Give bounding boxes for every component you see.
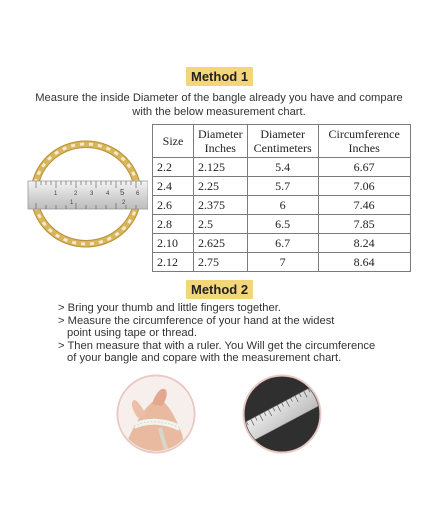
step-3: > Then measure that with a ruler. You Will get the circumference xyxy=(58,339,376,352)
cell-circumference: 6.67 xyxy=(318,158,410,177)
intro-line-1: Measure the inside Diameter of the bangle already you have and compare xyxy=(35,92,403,104)
ruler-tick-6: 6 xyxy=(136,191,140,197)
cell-diameter-cm: 6.7 xyxy=(247,234,318,253)
cell-diameter-inches: 2.5 xyxy=(194,215,248,234)
cell-circumference: 8.64 xyxy=(318,253,410,272)
header-circumference-inches: Circumference Inches xyxy=(318,125,410,158)
ruler-closeup-photo xyxy=(242,374,322,454)
cell-diameter-cm: 7 xyxy=(247,253,318,272)
step-1: > Bring your thumb and little fingers together. xyxy=(58,302,281,314)
hand-tape-photo xyxy=(116,374,196,454)
ruler-body xyxy=(28,181,148,209)
ruler-tick-4: 4 xyxy=(106,191,110,197)
cell-size: 2.6 xyxy=(153,196,194,215)
cell-diameter-cm: 5.4 xyxy=(247,158,318,177)
chart-header-row xyxy=(153,125,411,158)
table-row xyxy=(153,215,411,234)
method-2-steps xyxy=(58,302,428,365)
cell-size: 2.12 xyxy=(153,253,194,272)
ruler-tick-3: 3 xyxy=(90,191,94,197)
cell-diameter-inches: 2.375 xyxy=(194,196,248,215)
cell-diameter-inches: 2.125 xyxy=(194,158,248,177)
cell-diameter-inches: 2.75 xyxy=(194,253,248,272)
ruler-tick-1: 1 xyxy=(54,191,58,197)
table-row xyxy=(153,253,411,272)
cell-diameter-cm: 6.5 xyxy=(247,215,318,234)
ruler-bottom-tick-2: 2 xyxy=(122,200,126,206)
header-diameter-cm: Diameter Centimeters xyxy=(247,125,318,158)
header-size: Size xyxy=(153,125,194,158)
bangle-ruler-photo xyxy=(24,136,148,256)
table-row xyxy=(153,158,411,177)
method-1-instructions xyxy=(26,92,412,119)
method-1-badge: Method 1 xyxy=(186,67,253,86)
cell-size: 2.4 xyxy=(153,177,194,196)
intro-line-2: with the below measurement chart. xyxy=(132,105,306,118)
cell-diameter-inches: 2.625 xyxy=(194,234,248,253)
cell-diameter-inches: 2.25 xyxy=(194,177,248,196)
cell-diameter-cm: 6 xyxy=(247,196,318,215)
table-row xyxy=(153,177,411,196)
ruler-bottom-tick-1: 1 xyxy=(70,200,74,206)
ruler-tick-2: 2 xyxy=(74,191,78,197)
header-diameter-inches: Diameter Inches xyxy=(194,125,248,158)
table-row xyxy=(153,234,411,253)
cell-size: 2.10 xyxy=(153,234,194,253)
step-2: > Measure the circumference of your hand at the widest xyxy=(58,314,335,327)
step-2-continued: point using tape or thread. xyxy=(67,327,197,340)
table-row xyxy=(153,196,411,215)
cell-size: 2.8 xyxy=(153,215,194,234)
method-2-badge: Method 2 xyxy=(186,280,253,299)
cell-diameter-cm: 5.7 xyxy=(247,177,318,196)
cell-size: 2.2 xyxy=(153,158,194,177)
ruler-tick-5: 5 xyxy=(120,188,125,197)
measurement-chart xyxy=(152,124,411,272)
cell-circumference: 7.06 xyxy=(318,177,410,196)
step-3-continued: of your bangle and copare with the measurement chart. xyxy=(67,352,342,365)
cell-circumference: 8.24 xyxy=(318,234,410,253)
cell-circumference: 7.46 xyxy=(318,196,410,215)
cell-circumference: 7.85 xyxy=(318,215,410,234)
